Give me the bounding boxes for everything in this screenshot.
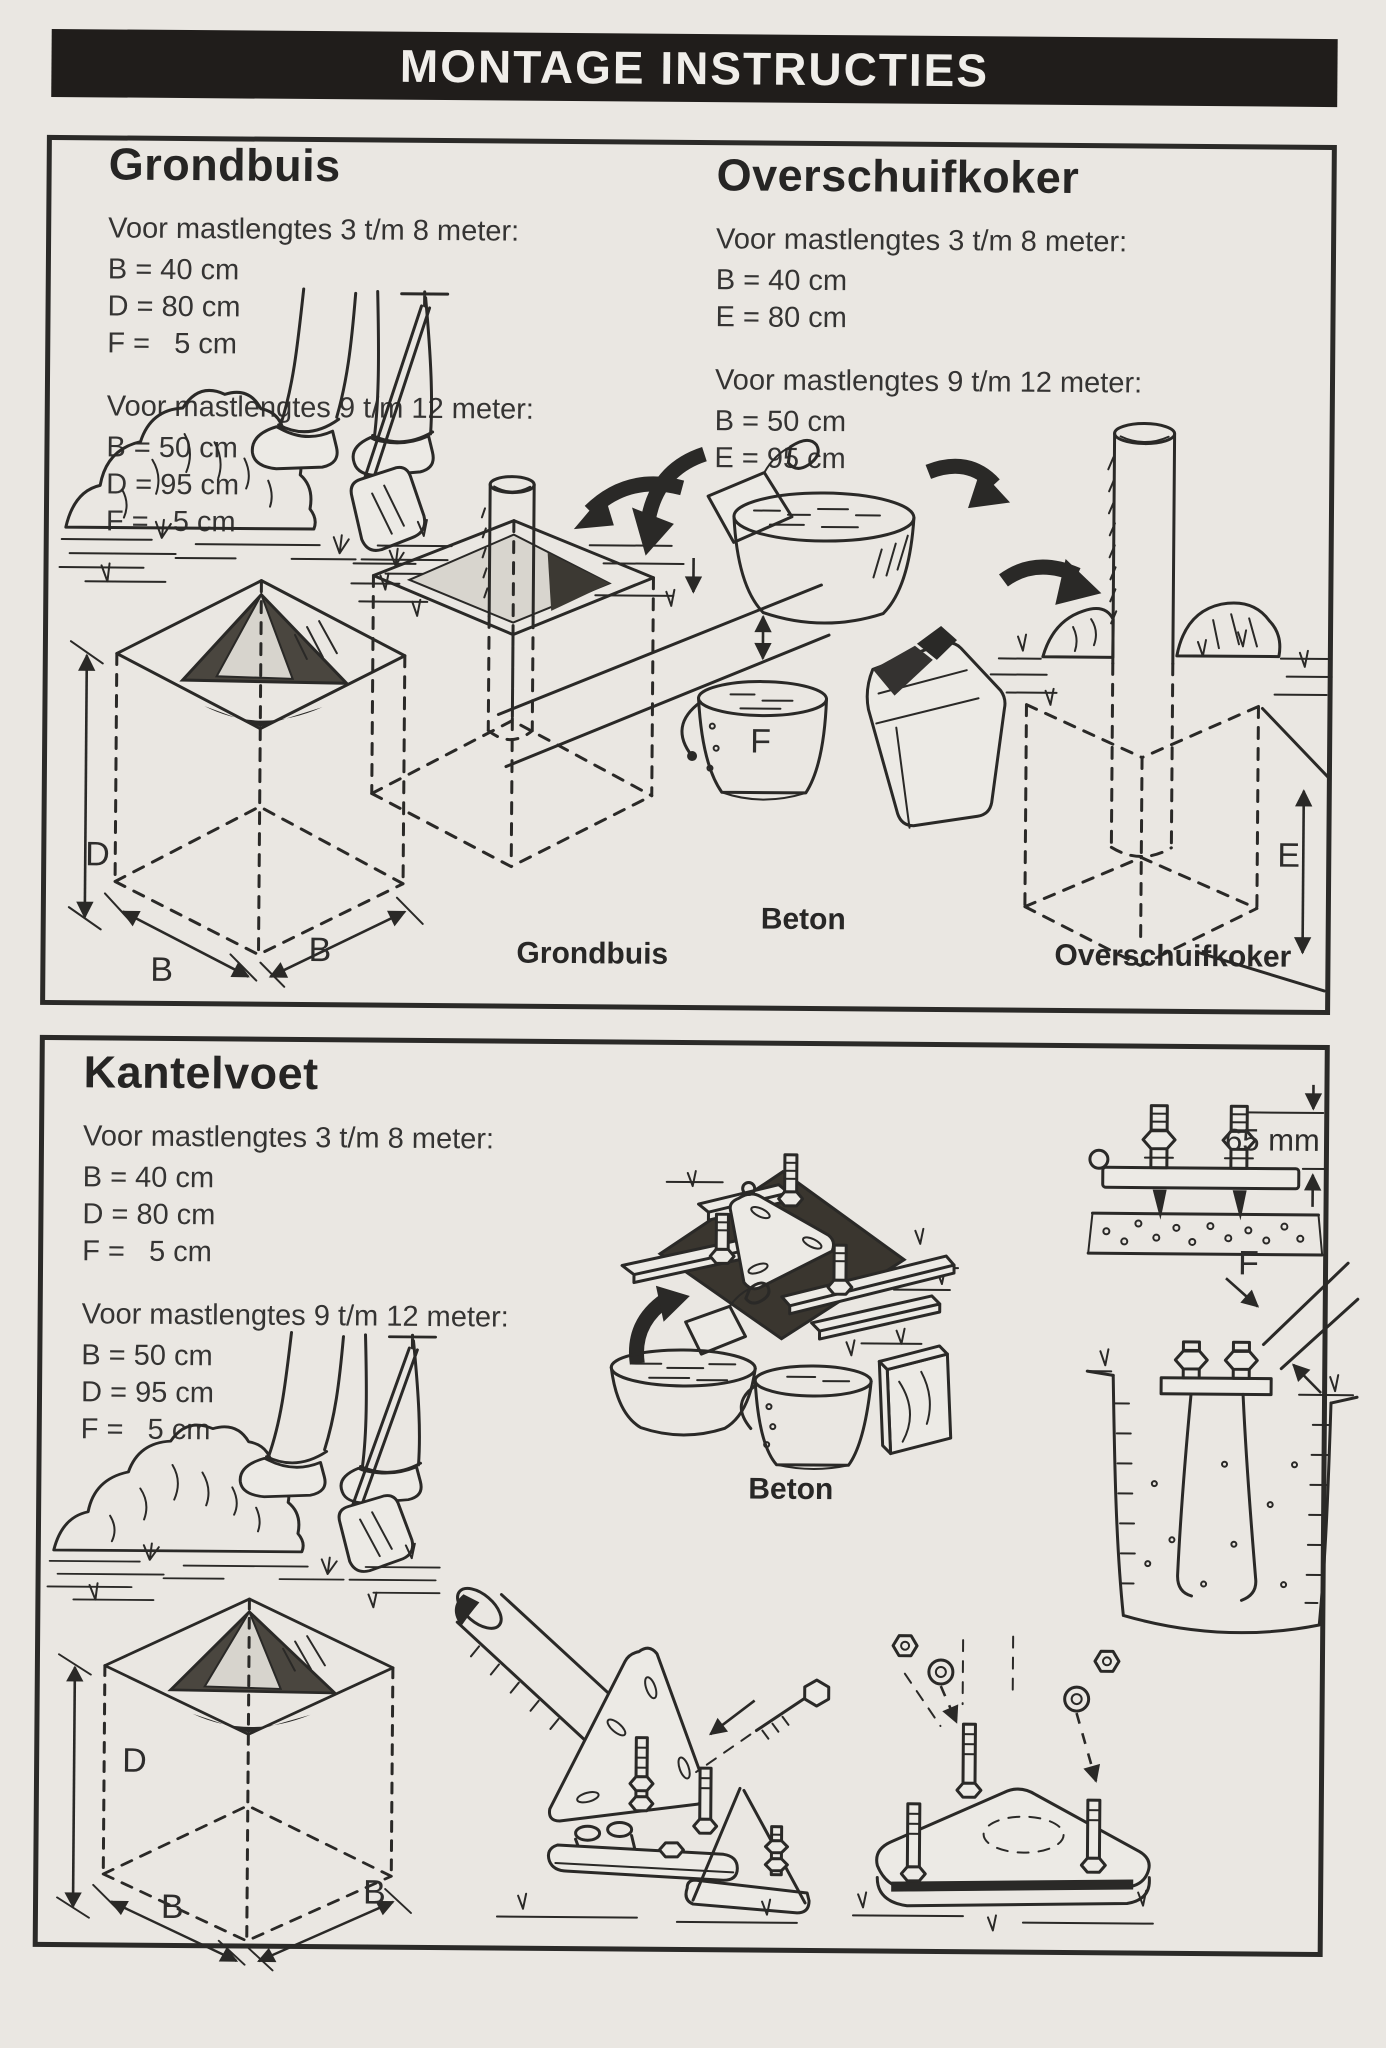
spec-line: F = 5 cm [107,327,238,361]
caption-grondbuis: Grondbuis [516,936,669,971]
digging-hole-illustration-2 [41,1325,446,1968]
caption-beton: Beton [760,902,846,937]
base-plate-nuts-washers-illustration [843,1633,1167,1941]
dimension-label-b-left-2: B [160,1887,184,1927]
spec-intro: Voor mastlengtes 9 t/m 12 meter: [106,390,535,426]
spec-line: D = 95 cm [106,468,240,502]
beton-materials-illustration [609,395,1013,918]
dimension-label-d: D [85,835,110,874]
spec-line: D = 80 cm [82,1198,216,1232]
spec-line: B = 50 cm [106,431,238,465]
spec-line: B = 40 cm [107,253,240,287]
kantelvoet-tilting-assembly-illustration [437,1586,840,1934]
spec-intro: Voor mastlengtes 3 t/m 8 meter: [82,1120,495,1156]
spec-intro: Voor mastlengtes 3 t/m 8 meter: [108,212,520,248]
title-bar [51,29,1337,107]
anchor-bolt-height-detail-illustration [1080,1073,1336,1260]
page-title: MONTAGE INSTRUCTIES [399,39,990,97]
spec-line: B = 40 cm [82,1161,215,1195]
spec-line: E = 80 cm [715,301,848,335]
spec-line: B = 40 cm [715,264,848,298]
anchor-hole-cross-section-illustration [1083,1243,1358,1665]
kantelvoet-heading: Kantelvoet [83,1046,319,1100]
dimension-label-65mm: 65 mm [1224,1122,1320,1158]
dimension-label-b-right: B [308,931,332,970]
beton-materials-2-illustration [600,1339,951,1472]
spec-line: F = 5 cm [80,1413,211,1447]
dimension-label-f-2: F [1237,1244,1260,1283]
dimension-label-b-left: B [150,950,174,989]
dimension-label-b-right-2: B [362,1873,386,1912]
spec-line: B = 50 cm [81,1339,213,1373]
spec-intro: Voor mastlengtes 3 t/m 8 meter: [715,223,1128,259]
dimension-label-e: E [1277,836,1301,875]
overschuifkoker-heading: Overschuifkoker [716,149,1080,204]
spec-intro: Voor mastlengtes 9 t/m 12 meter: [714,364,1143,400]
dimension-label-d-2: D [122,1741,147,1780]
overschuifkoker-tube-illustration [984,404,1333,972]
caption-beton-2: Beton [748,1472,834,1507]
caption-overschuifkoker: Overschuifkoker [1054,938,1292,974]
spec-intro: Voor mastlengtes 9 t/m 12 meter: [81,1298,509,1334]
spec-line: F = 5 cm [105,505,236,539]
dimension-label-f: F [750,722,772,761]
grondbuis-heading: Grondbuis [108,138,341,192]
spec-line: B = 50 cm [714,405,847,439]
spec-line: E = 95 cm [714,442,846,476]
spec-line: F = 5 cm [82,1235,213,1269]
spec-line: D = 80 cm [107,290,241,324]
spec-line: D = 95 cm [80,1376,215,1410]
